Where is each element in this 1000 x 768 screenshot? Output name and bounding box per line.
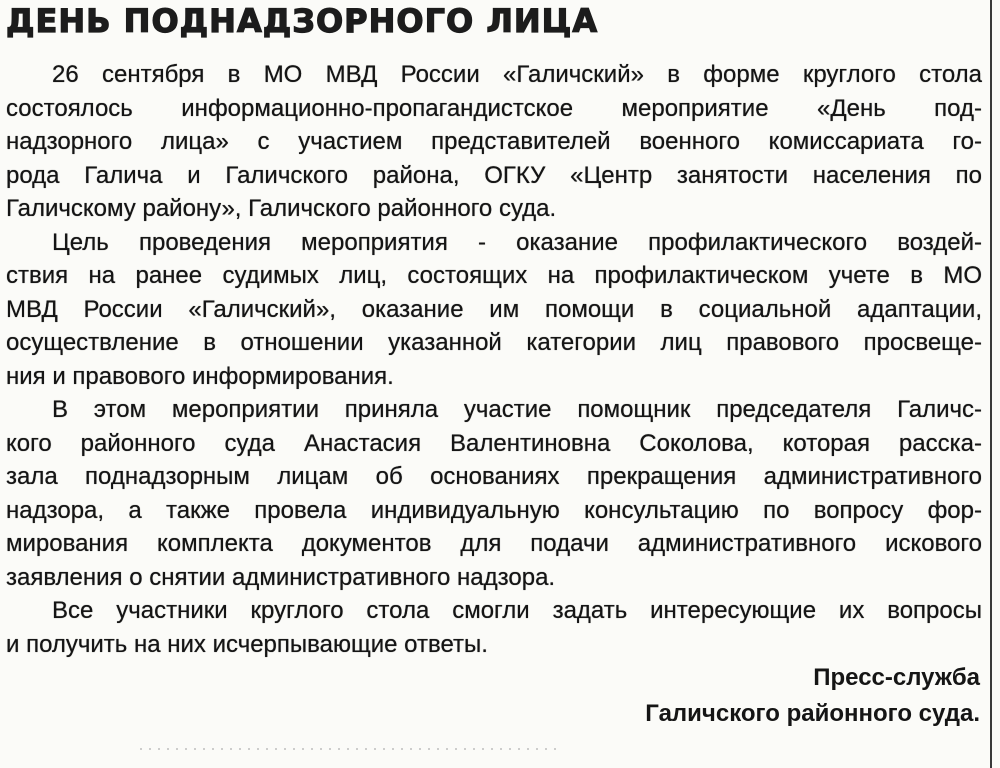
text-line: заявления о снятии административного надзора.	[6, 563, 556, 591]
article-title: ДЕНЬ ПОДНАДЗОРНОГО ЛИЦА	[6, 2, 599, 40]
signature	[645, 660, 980, 732]
text-line: кого районного суда Анастасия Валентиновна Соколова, которая расска-	[6, 429, 982, 457]
text-line: В этом мероприятии приняла участие помощник председателя Галичс-	[52, 396, 982, 423]
text-line: МВД России «Галичский», оказание им помощи в социальной адаптации,	[6, 295, 982, 323]
signature-line-press: Пресс-служба	[813, 664, 980, 691]
text-line: ния и правового информирования.	[6, 362, 394, 390]
text-line: Цель проведения мероприятия - оказание профилактического воздей-	[52, 228, 982, 256]
paragraph-2	[6, 226, 982, 394]
text-line: 26 сентября в МО МВД России «Галичский» в форме круглого стола	[52, 61, 982, 88]
text-line: рода Галича и Галичского района, ОГКУ «Центр занятости населения по	[6, 161, 982, 189]
article-body	[6, 58, 982, 661]
text-line: надзорного лица» с участием представителей военного комиссариата го-	[6, 128, 982, 155]
paragraph-4	[6, 594, 982, 661]
text-line: Галичскому району», Галичского районного суда.	[6, 195, 557, 222]
scan-dots	[140, 748, 560, 750]
text-line: и получить на них исчерпывающие ответы.	[6, 630, 488, 658]
paragraph-3	[6, 393, 982, 594]
column-border	[990, 0, 992, 768]
text-line: Все участники круглого стола смогли задать интересующие их вопросы	[52, 597, 982, 624]
text-line: ствия на ранее судимых лиц, состоящих на профилактическом учете в МО	[6, 262, 982, 289]
text-line: осуществление в отношении указанной категории лиц правового просвеще-	[6, 329, 982, 356]
text-line: мирования комплекта документов для подачи административного искового	[6, 530, 982, 557]
text-line: состоялось информационно-пропагандистское мероприятие «День под-	[6, 94, 982, 122]
text-line: зала поднадзорным лицам об основаниях прекращения административного	[6, 463, 982, 490]
paragraph-1	[6, 58, 982, 226]
text-line: надзора, а также провела индивидуальную консультацию по вопросу фор-	[6, 496, 982, 524]
signature-line-court: Галичского районного суда.	[645, 700, 980, 727]
